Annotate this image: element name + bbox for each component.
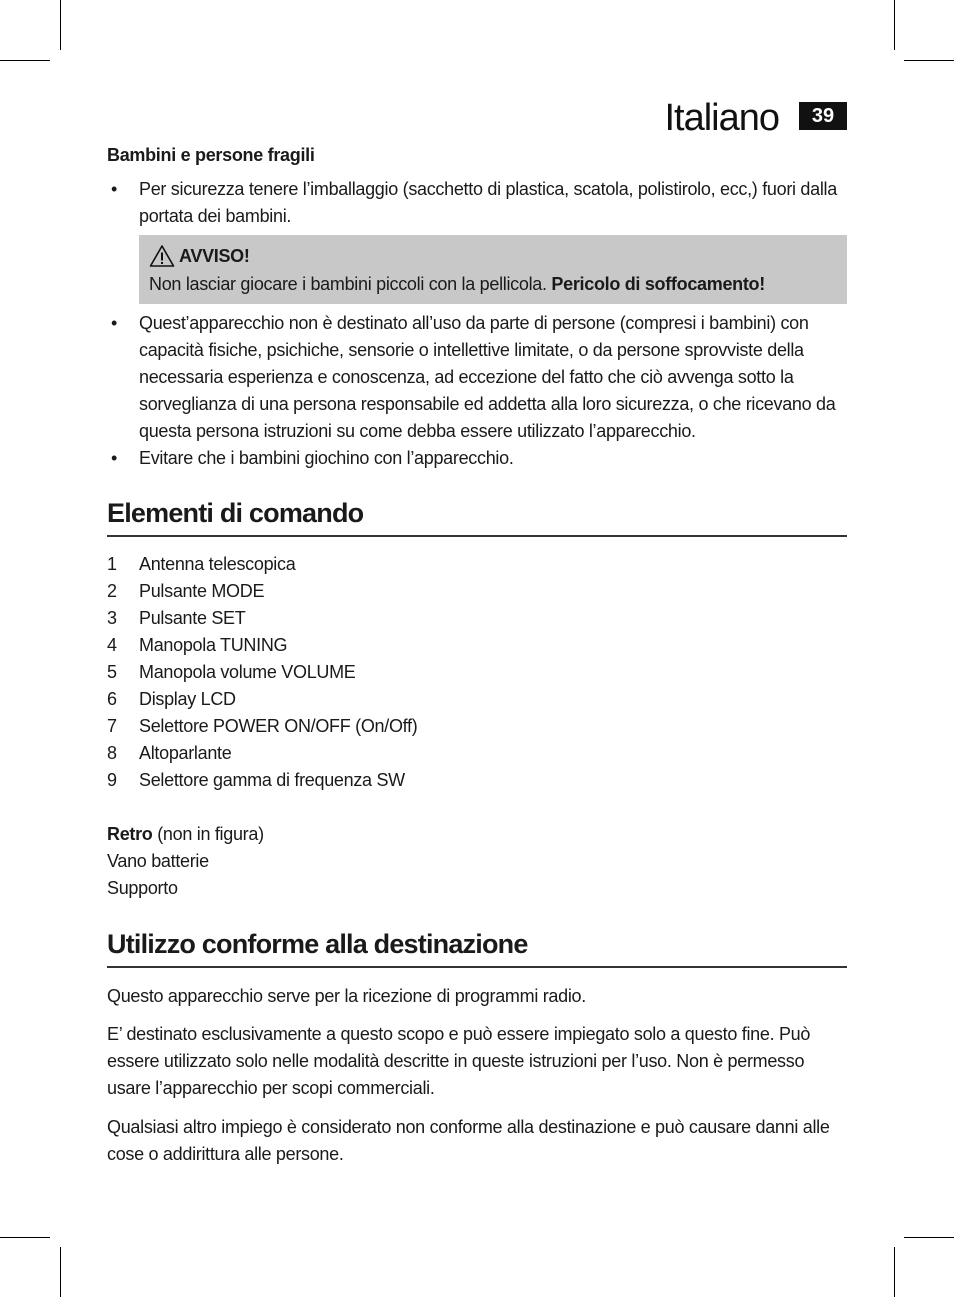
list-item (107, 632, 417, 659)
page-number: 39 (799, 102, 847, 130)
rear-note: (non in figura) (152, 824, 264, 844)
item-label: Pulsante MODE (139, 581, 265, 601)
crop-mark (60, 0, 61, 50)
item-number: 2 (107, 581, 117, 601)
page-header (664, 96, 847, 140)
bullet-dot: • (111, 313, 118, 333)
item-number: 5 (107, 662, 117, 682)
controls-list (107, 551, 417, 794)
rear-item: Vano batterie (107, 851, 209, 871)
warning-box (139, 235, 847, 304)
section-title-intended-use: Utilizzo conforme alla destinazione (107, 929, 847, 968)
bullet-text: Quest’apparecchio non è destinato all’uso da parte di persone (compresi i bambini) con capacità fisiche, psichiche, sensorie o intellettive limitate, o da persone sprovviste della necessaria esperienza e conoscenza, ad eccezione del fatto che ciò avvenga sotto la sorveglianza di una persona responsabile ed addetta alla loro sicurezza, o che ricevano da questa persona istruzioni su come debba essere utilizzato l’apparecchio. (139, 313, 836, 441)
crop-mark (0, 60, 50, 61)
item-label: Selettore POWER ON/OFF (On/Off) (139, 716, 418, 736)
bullet-item (107, 445, 847, 472)
item-number: 6 (107, 689, 117, 709)
section-title-controls: Elementi di comando (107, 498, 847, 537)
list-item (107, 659, 417, 686)
item-label: Pulsante SET (139, 608, 246, 628)
warning-triangle-icon (149, 244, 175, 268)
rear-label: Retro (107, 824, 153, 844)
list-item (107, 578, 417, 605)
item-label: Display LCD (139, 689, 236, 709)
rear-heading (107, 821, 264, 848)
item-label: Manopola TUNING (139, 635, 288, 655)
crop-mark (60, 1247, 61, 1297)
item-label: Manopola volume VOLUME (139, 662, 356, 682)
warning-title-row (149, 243, 837, 269)
warning-title: AVVISO! (179, 245, 250, 266)
paragraph: Questo apparecchio serve per la ricezione di programmi radio. (107, 986, 586, 1006)
item-label: Selettore gamma di frequenza SW (139, 770, 405, 790)
bullet-item (107, 176, 847, 230)
item-number: 4 (107, 635, 117, 655)
list-item (107, 605, 417, 632)
language-title: Italiano (664, 97, 779, 139)
bullet-dot: • (111, 179, 118, 199)
bullet-item (107, 310, 847, 445)
list-item (107, 686, 417, 713)
item-number: 9 (107, 770, 117, 790)
bullet-text: Evitare che i bambini giochino con l’apparecchio. (139, 448, 514, 468)
warning-text: Non lasciar giocare i bambini piccoli con la pellicola. (149, 274, 552, 294)
crop-mark (904, 60, 954, 61)
item-label: Antenna telescopica (139, 554, 296, 574)
item-number: 7 (107, 716, 117, 736)
item-number: 3 (107, 608, 117, 628)
item-number: 1 (107, 554, 117, 574)
bullet-text: Per sicurezza tenere l’imballaggio (sacchetto di plastica, scatola, polistirolo, ecc,) fuori dalla portata dei bambini. (139, 179, 837, 226)
crop-mark (904, 1237, 954, 1238)
warning-body (149, 269, 837, 299)
list-item (107, 713, 417, 740)
warning-emphasis: Pericolo di soffocamento! (551, 274, 765, 294)
item-number: 8 (107, 743, 117, 763)
list-item (107, 767, 417, 794)
list-item (107, 740, 417, 767)
crop-mark (0, 1237, 50, 1238)
children-heading: Bambini e persone fragili (107, 145, 315, 165)
item-label: Altoparlante (139, 743, 232, 763)
rear-block (107, 821, 264, 902)
paragraph: Qualsiasi altro impiego è considerato non conforme alla destinazione e può causare danni alle cose o addirittura alle persone. (107, 1117, 830, 1164)
crop-mark (894, 1247, 895, 1297)
paragraph: E’ destinato esclusivamente a questo scopo e può essere impiegato solo a questo fine. Può essere utilizzato solo nelle modalità descritte in queste istruzioni per l’uso. Non è permesso usare l’apparecchio per scopi commerciali. (107, 1024, 811, 1098)
rear-item: Supporto (107, 878, 178, 898)
bullet-dot: • (111, 448, 118, 468)
crop-mark (894, 0, 895, 50)
list-item (107, 551, 417, 578)
